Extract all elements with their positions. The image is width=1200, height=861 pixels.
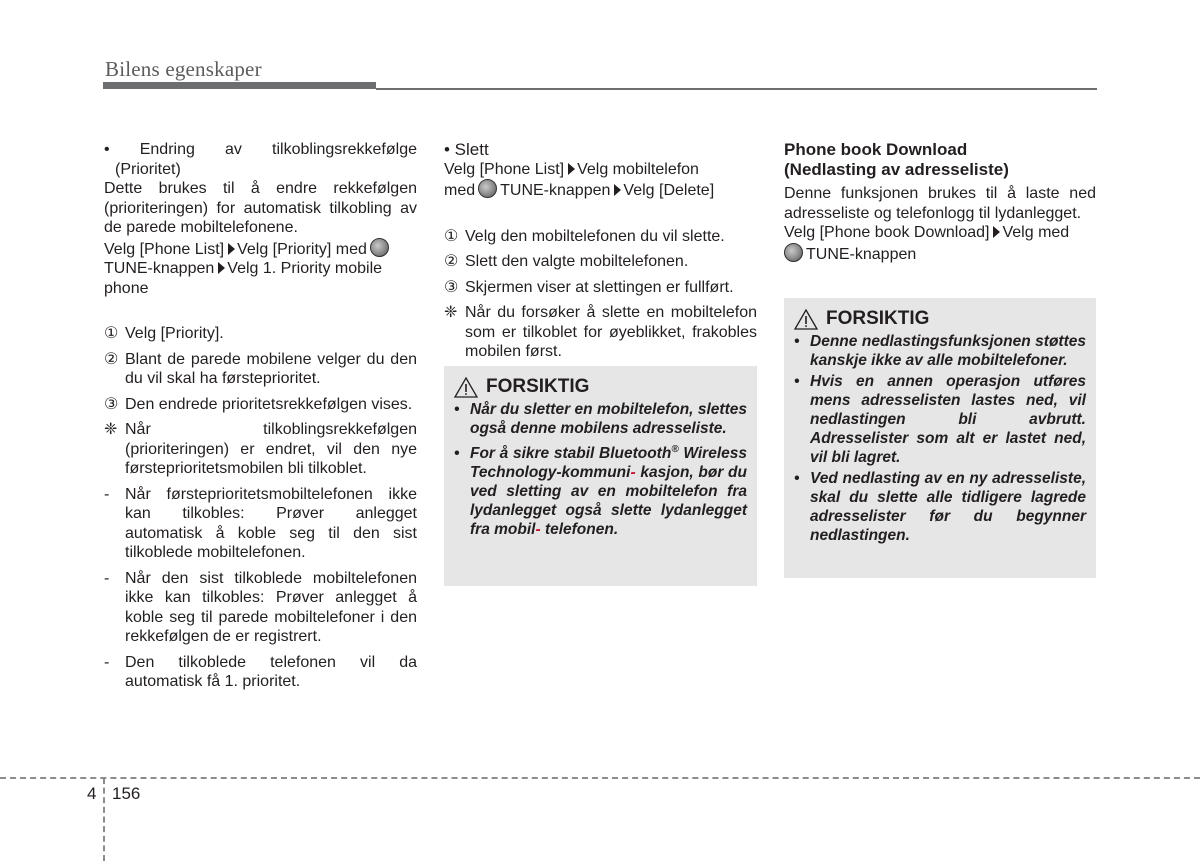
caution-title: FORSIKTIG [486,376,590,397]
list-item: ① Velg [Priority]. [104,325,224,342]
warning-triangle-icon [454,377,478,398]
page-header-title: Bilens egenskaper [105,57,262,81]
arrow-right-icon [228,243,235,255]
priority-step-list [104,324,417,692]
list-item: ② Slett den valgte mobiltelefonen. [444,253,689,270]
path-step: Velg [Phone book Download] [784,224,990,241]
caution-title: FORSIKTIG [826,308,930,329]
list-item: - Når den sist tilkoblede mobiltelefonen ikke kan tilkobles: Prøver anlegget å koble seg til parede mobiltelefoner i den rekkefølgen de er registrert. [104,569,417,645]
section-heading: Phone book Download [784,140,968,159]
priority-description: Dette brukes til å endre rekkefølgen (prioriteringen) for automatisk tilkobling av de parede mobiltelefonene. [104,180,417,236]
path-step: Velg [Delete] [623,182,715,199]
header-rule-thin [376,88,1097,90]
list-item: ③ Den endrede prioritetsrekkefølgen vises. [104,395,413,413]
footer-dashed-divider [103,778,105,861]
path-step: Velg [Phone List] [104,240,225,258]
page-number: 156 [112,784,141,803]
caution-item: • Når du sletter en mobiltelefon, slettes også denne mobilens adresseliste. [454,401,747,437]
tune-knob-icon [478,179,497,198]
delete-step-list [444,227,757,362]
delete-path [444,160,757,201]
list-item: - Når førsteprioritetsmobiltelefonen ikke kan tilkobles: Prøver anlegget automatisk å koble seg til den sist tilkoblede mobiltelefonen. [104,485,417,561]
path-step: TUNE-knappen [104,260,215,277]
warning-triangle-icon [794,309,818,330]
tune-knob-icon [784,243,803,262]
header-rule-thick [103,82,376,89]
phonebook-path [784,223,1096,264]
arrow-right-icon [568,163,575,175]
priority-bullet-title-cont: (Prioritet) [115,160,181,178]
path-step: Velg mobiltelefon [577,160,699,178]
path-step: Velg [Priority] med [237,240,367,258]
column-delete [444,140,757,362]
column-priority [104,140,417,692]
list-item: ❈ Når du forsøker å slette en mobiltelefon som er tilkoblet for øyeblikket, frakobles mobilen først. [444,304,757,360]
path-step: TUNE-knappen [806,245,917,263]
caution-item: • Denne nedlastingsfunksjonen støttes kanskje ikke av alle mobiltelefoner. [794,333,1086,369]
caution-box-phonebook [784,298,1096,578]
path-step: Velg [Phone List] [444,160,565,178]
caution-heading [454,376,747,398]
list-item: ② Blant de parede mobilene velger du den du vil skal ha førsteprioritet. [104,350,417,387]
caution-box-delete [444,366,757,586]
section-heading-sub: (Nedlasting av adresseliste) [784,160,1009,179]
list-item: ① Velg den mobiltelefonen du vil slette. [444,227,725,245]
list-item: ③ Skjermen viser at slettingen er fullført. [444,278,734,296]
chapter-number: 4 [87,784,97,803]
caution-item: • Ved nedlasting av en ny adresseliste, skal du slette alle tidligere lagrede adresselister før du begynner nedlastingen. [794,470,1086,544]
column-phonebook [784,140,1096,264]
arrow-right-icon [218,262,225,274]
caution-item: • For å sikre stabil Bluetooth® Wireless Technology-kommuni- kasjon, bør du ved sletting av en mobiltelefon fra lydanlegget også slette lydanlegget fra mobil- telefonen. [454,444,747,539]
caution-heading [794,308,1086,330]
arrow-right-icon [993,226,1000,238]
list-item: ❈ Når tilkoblingsrekkefølgen (prioriteringen) er endret, vil den nye førsteprioritetsmobilen bli tilkoblet. [104,421,417,477]
phonebook-description: Denne funksjonen brukes til å laste ned adresseliste og telefonlogg til lydanlegget. [784,185,1096,222]
path-step: Velg 1. Priority mobile phone [104,260,383,297]
priority-path [104,238,417,299]
caution-item: • Hvis en annen operasjon utføres mens adresselisten lastes ned, vil nedlastingen bli avbrutt. Adresselister som alt er lastet ned, vil bli lagret. [794,373,1086,466]
list-item: - Den tilkoblede telefonen vil da automatisk få 1. prioritet. [104,653,417,690]
footer-dashed-rule [0,777,1200,779]
arrow-right-icon [614,184,621,196]
delete-bullet-title: • Slett [444,140,489,159]
path-step: Velg med [1002,224,1070,241]
tune-knob-icon [370,238,389,257]
path-step: med [444,182,476,199]
priority-bullet-title: • Endring av tilkoblingsrekkefølge [104,141,417,158]
path-step: TUNE-knappen [500,182,611,199]
